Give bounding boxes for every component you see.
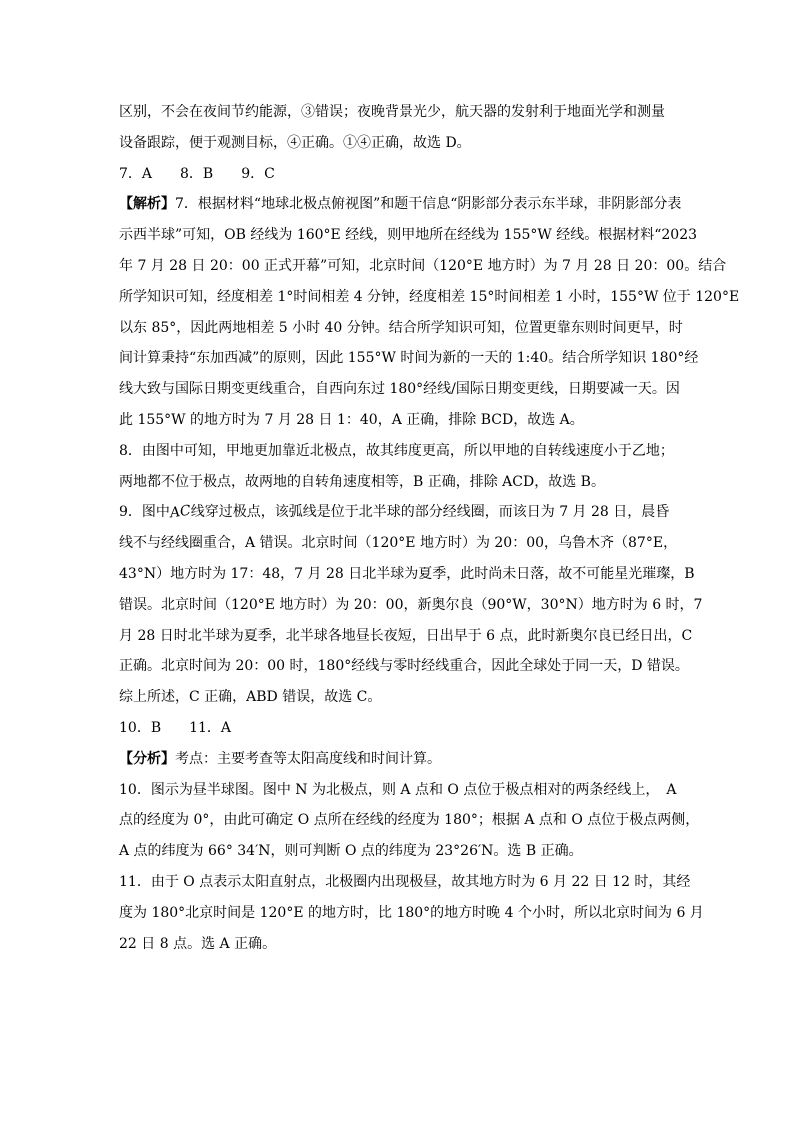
line-text: 考点：主要考查等太阳高度线和时间计算。 [175,750,441,767]
analysis-heading-line [119,189,682,220]
line-text: 年 7 月 28 日 20：00 正式开幕”可知，北京时间（120°E 地方时）为 7 月 28 日 20：00。结合 [119,257,727,274]
line-text: 以东 85°，因此两地相差 5 小时 40 分钟。结合所学知识可知，位置更靠东则时间更早，时 [119,319,683,336]
arc-notation: AC [168,502,192,522]
line-text: 度为 180°北京时间是 120°E 的地方时，比 180°的地方时晚 4 个小时，所以北京时间为 6 月 [119,904,704,921]
text-line [119,836,675,867]
text-line [119,343,699,374]
line-text: 10．B 11．A [119,719,232,736]
line-text: 综上所述，C 正确，ABD 错误，故选 C。 [119,689,382,706]
section-label: 【分析】 [119,750,175,767]
text-line [119,405,675,436]
line-text: A 点的纬度为 66° 34′N，则可判断 O 点的纬度为 23°26′N。选 B 正确。 [119,843,583,860]
line-text: 8．由图中可知，甲地更加靠近北极点，故其纬度更高，所以甲地的自转线速度小于乙地； [119,442,674,459]
line-text: 设备跟踪，便于观测目标，④正确。①④正确，故选 D。 [119,134,471,151]
text-line [119,621,693,652]
line-text: 此 155°W 的地方时为 7 月 28 日 1：40，A 正确，排除 BCD，故选 A。 [119,411,584,428]
analysis-heading-line [119,744,675,775]
text-line [119,97,675,128]
text-line [119,436,675,467]
text-line [119,775,675,806]
text-line [119,528,678,559]
text-line [119,497,675,528]
answer-line [119,713,675,744]
line-text: 示西半球”可知，OB 经线为 160°E 经线，则甲地所在经线为 155°W 经线。根据材料“2023 [119,227,698,244]
text-line [119,559,695,590]
text-line [119,313,683,344]
text-line [119,929,675,960]
line-text: 线穿过极点，该弧线是位于北半球的部分经线圈，而该日为 7 月 28 日，晨昏 [190,504,670,521]
text-line [119,467,675,498]
line-text: 22 日 8 点。选 A 正确。 [119,935,277,952]
line-text: 间计算秉持“东加西减”的原则，因此 155°W 时间为新的一天的 1:40。结合所学知识 180°经 [119,350,699,367]
text-line [119,128,675,159]
line-text: 11．由于 O 点表示太阳直射点，北极圈内出现极昼，故其地方时为 6 月 22 日 12 时，其经 [119,873,691,890]
text-line [119,374,680,405]
line-text: 9．图中 [119,504,170,521]
section-label: 【解析】 [119,196,175,213]
line-text: 正确。北京时间为 20：00 时，180°经线与零时经线重合，因此全球处于同一天，D 错误。 [119,658,689,675]
text-line [119,651,689,682]
text-line [119,805,700,836]
line-text: 线大致与国际日期变更线重合，自西向东过 180°经线/国际日期变更线，日期要减一天。因 [119,381,680,398]
line-text: 43°N）地方时为 17：48，7 月 28 日北半球为夏季，此时尚未日落，故不可能星光璀璨，B [119,565,695,582]
text-line [119,590,703,621]
line-text: 7．A 8．B 9．C [119,165,275,182]
line-text: 两地都不位于极点，故两地的自转角速度相等，B 正确，排除 ACD，故选 B。 [119,473,605,490]
line-text: 7．根据材料“地球北极点俯视图”和题干信息“阴影部分表示东半球，非阴影部分表 [175,196,682,213]
text-line [119,898,704,929]
line-text: 线不与经线圈重合，A 错误。北京时间（120°E 地方时）为 20：00，乌鲁木齐（87°E， [119,535,678,552]
line-text: 10．图示为昼半球图。图中 N 为北极点，则 A 点和 O 点位于极点相对的两条经线上， A [119,781,677,798]
line-text: 区别，不会在夜间节约能源，③错误；夜晚背景光少，航天器的发射利于地面光学和测量 [119,104,665,120]
line-text: 月 28 日时北半球为夏季，北半球各地昼长夜短，日出早于 6 点，此时新奥尔良已经日出，C [119,627,693,644]
text-line [119,282,740,313]
text-line [119,682,675,713]
document-body [119,97,740,959]
text-line [119,251,727,282]
line-text: 所学知识可知，经度相差 1°时间相差 4 分钟，经度相差 15°时间相差 1 小时，155°W 位于 120°E [119,288,740,305]
line-text: 错误。北京时间（120°E 地方时）为 20：00，新奥尔良（90°W，30°N）地方时为 6 时，7 [119,596,703,613]
answer-line [119,159,675,190]
text-line [119,867,691,898]
line-text: 点的经度为 0°，由此可确定 O 点所在经线的经度为 180°；根据 A 点和 O 点位于极点两侧， [119,812,700,829]
text-line [119,220,698,251]
